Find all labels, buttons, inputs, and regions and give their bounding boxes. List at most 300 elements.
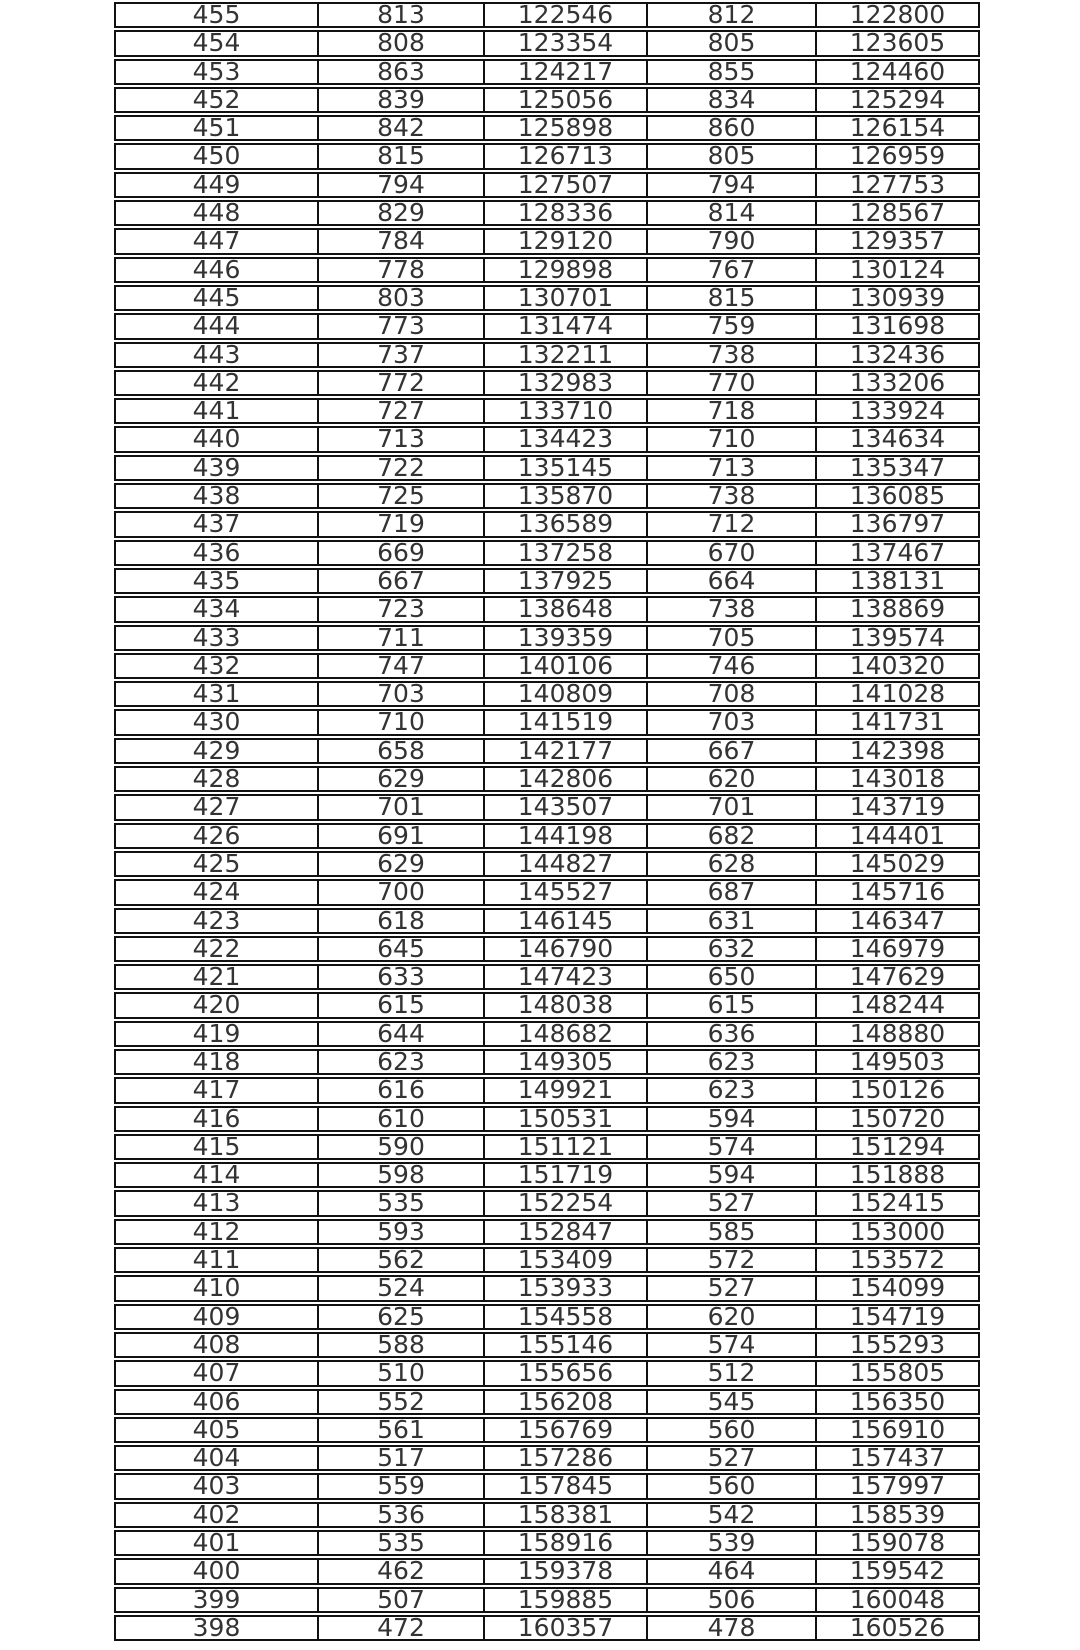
cumulative-b-cell: 126959: [817, 143, 980, 169]
count-a-cell: 629: [319, 851, 485, 877]
score-cell: 414: [114, 1162, 319, 1188]
cumulative-a-cell: 137925: [485, 568, 648, 594]
table-row: [114, 964, 980, 990]
cumulative-b-cell: 154099: [817, 1275, 980, 1301]
cumulative-a-cell: 160357: [485, 1615, 648, 1641]
cumulative-a-cell: 132211: [485, 342, 648, 368]
count-a-cell: 507: [319, 1587, 485, 1613]
table-row: [114, 1332, 980, 1358]
cumulative-b-cell: 160526: [817, 1615, 980, 1641]
cumulative-b-cell: 153572: [817, 1247, 980, 1273]
count-b-cell: 623: [648, 1077, 817, 1103]
count-b-cell: 713: [648, 455, 817, 481]
count-a-cell: 618: [319, 908, 485, 934]
cumulative-a-cell: 157845: [485, 1473, 648, 1499]
table-row: [114, 908, 980, 934]
cumulative-a-cell: 144198: [485, 823, 648, 849]
count-a-cell: 667: [319, 568, 485, 594]
cumulative-b-cell: 157437: [817, 1445, 980, 1471]
score-cell: 420: [114, 992, 319, 1018]
count-b-cell: 767: [648, 257, 817, 283]
table-row: [114, 228, 980, 254]
count-a-cell: 462: [319, 1558, 485, 1584]
count-b-cell: 574: [648, 1332, 817, 1358]
cumulative-b-cell: 136085: [817, 483, 980, 509]
cumulative-a-cell: 146145: [485, 908, 648, 934]
score-cell: 419: [114, 1021, 319, 1047]
count-a-cell: 561: [319, 1417, 485, 1443]
score-cell: 430: [114, 709, 319, 735]
cumulative-a-cell: 123354: [485, 30, 648, 56]
score-cell: 447: [114, 228, 319, 254]
count-a-cell: 723: [319, 596, 485, 622]
count-a-cell: 598: [319, 1162, 485, 1188]
count-b-cell: 834: [648, 87, 817, 113]
table-row: [114, 1219, 980, 1245]
table-row: [114, 30, 980, 56]
cumulative-b-cell: 123605: [817, 30, 980, 56]
count-b-cell: 620: [648, 1304, 817, 1330]
cumulative-a-cell: 156769: [485, 1417, 648, 1443]
table-row: [114, 59, 980, 85]
cumulative-b-cell: 140320: [817, 653, 980, 679]
table-row: [114, 483, 980, 509]
count-b-cell: 703: [648, 709, 817, 735]
count-b-cell: 738: [648, 596, 817, 622]
count-b-cell: 478: [648, 1615, 817, 1641]
count-a-cell: 691: [319, 823, 485, 849]
cumulative-b-cell: 135347: [817, 455, 980, 481]
count-b-cell: 708: [648, 681, 817, 707]
cumulative-b-cell: 158539: [817, 1502, 980, 1528]
count-a-cell: 535: [319, 1530, 485, 1556]
cumulative-a-cell: 135870: [485, 483, 648, 509]
cumulative-a-cell: 153409: [485, 1247, 648, 1273]
score-cell: 412: [114, 1219, 319, 1245]
table-row: [114, 1275, 980, 1301]
score-cell: 426: [114, 823, 319, 849]
score-cell: 440: [114, 426, 319, 452]
cumulative-a-cell: 122546: [485, 2, 648, 28]
table-row: [114, 653, 980, 679]
cumulative-a-cell: 157286: [485, 1445, 648, 1471]
count-a-cell: 625: [319, 1304, 485, 1330]
score-cell: 452: [114, 87, 319, 113]
cumulative-b-cell: 127753: [817, 172, 980, 198]
cumulative-b-cell: 143018: [817, 766, 980, 792]
count-b-cell: 572: [648, 1247, 817, 1273]
count-b-cell: 664: [648, 568, 817, 594]
score-cell: 449: [114, 172, 319, 198]
score-cell: 445: [114, 285, 319, 311]
cumulative-b-cell: 132436: [817, 342, 980, 368]
count-b-cell: 738: [648, 342, 817, 368]
score-cell: 448: [114, 200, 319, 226]
score-cell: 399: [114, 1587, 319, 1613]
count-b-cell: 574: [648, 1134, 817, 1160]
count-b-cell: 687: [648, 879, 817, 905]
count-a-cell: 629: [319, 766, 485, 792]
cumulative-b-cell: 154719: [817, 1304, 980, 1330]
count-b-cell: 632: [648, 936, 817, 962]
count-b-cell: 738: [648, 483, 817, 509]
cumulative-a-cell: 147423: [485, 964, 648, 990]
cumulative-a-cell: 130701: [485, 285, 648, 311]
count-a-cell: 610: [319, 1106, 485, 1132]
count-b-cell: 631: [648, 908, 817, 934]
cumulative-b-cell: 160048: [817, 1587, 980, 1613]
cumulative-a-cell: 129120: [485, 228, 648, 254]
cumulative-a-cell: 155146: [485, 1332, 648, 1358]
score-table-body: [114, 2, 980, 1641]
count-b-cell: 512: [648, 1360, 817, 1386]
cumulative-b-cell: 125294: [817, 87, 980, 113]
count-a-cell: 703: [319, 681, 485, 707]
score-cell: 409: [114, 1304, 319, 1330]
cumulative-a-cell: 153933: [485, 1275, 648, 1301]
count-b-cell: 506: [648, 1587, 817, 1613]
cumulative-a-cell: 154558: [485, 1304, 648, 1330]
table-row: [114, 313, 980, 339]
cumulative-a-cell: 146790: [485, 936, 648, 962]
cumulative-b-cell: 159078: [817, 1530, 980, 1556]
cumulative-b-cell: 148880: [817, 1021, 980, 1047]
score-cell: 429: [114, 738, 319, 764]
cumulative-a-cell: 137258: [485, 540, 648, 566]
score-cell: 438: [114, 483, 319, 509]
cumulative-a-cell: 158381: [485, 1502, 648, 1528]
count-b-cell: 650: [648, 964, 817, 990]
score-cell: 444: [114, 313, 319, 339]
cumulative-b-cell: 141028: [817, 681, 980, 707]
count-b-cell: 701: [648, 794, 817, 820]
score-cell: 454: [114, 30, 319, 56]
score-cell: 439: [114, 455, 319, 481]
cumulative-a-cell: 134423: [485, 426, 648, 452]
score-cell: 402: [114, 1502, 319, 1528]
table-row: [114, 596, 980, 622]
score-cell: 403: [114, 1473, 319, 1499]
table-row: [114, 511, 980, 537]
count-b-cell: 815: [648, 285, 817, 311]
cumulative-a-cell: 149305: [485, 1049, 648, 1075]
score-cell: 436: [114, 540, 319, 566]
count-a-cell: 713: [319, 426, 485, 452]
count-b-cell: 542: [648, 1502, 817, 1528]
cumulative-b-cell: 131698: [817, 313, 980, 339]
table-row: [114, 172, 980, 198]
count-a-cell: 510: [319, 1360, 485, 1386]
cumulative-a-cell: 151121: [485, 1134, 648, 1160]
count-a-cell: 623: [319, 1049, 485, 1075]
score-cell: 406: [114, 1389, 319, 1415]
table-row: [114, 1304, 980, 1330]
cumulative-b-cell: 146347: [817, 908, 980, 934]
score-cell: 424: [114, 879, 319, 905]
count-b-cell: 710: [648, 426, 817, 452]
count-a-cell: 737: [319, 342, 485, 368]
score-cell: 417: [114, 1077, 319, 1103]
cumulative-a-cell: 144827: [485, 851, 648, 877]
count-b-cell: 545: [648, 1389, 817, 1415]
table-row: [114, 1247, 980, 1273]
cumulative-a-cell: 142177: [485, 738, 648, 764]
score-cell: 446: [114, 257, 319, 283]
cumulative-b-cell: 149503: [817, 1049, 980, 1075]
count-b-cell: 814: [648, 200, 817, 226]
count-b-cell: 794: [648, 172, 817, 198]
score-cell: 455: [114, 2, 319, 28]
cumulative-b-cell: 138869: [817, 596, 980, 622]
table-row: [114, 1615, 980, 1641]
cumulative-b-cell: 130939: [817, 285, 980, 311]
count-a-cell: 669: [319, 540, 485, 566]
count-a-cell: 727: [319, 398, 485, 424]
table-row: [114, 1077, 980, 1103]
count-b-cell: 718: [648, 398, 817, 424]
cumulative-b-cell: 122800: [817, 2, 980, 28]
score-cell: 451: [114, 115, 319, 141]
count-a-cell: 615: [319, 992, 485, 1018]
table-row: [114, 1134, 980, 1160]
table-row: [114, 1502, 980, 1528]
score-cell: 407: [114, 1360, 319, 1386]
cumulative-b-cell: 148244: [817, 992, 980, 1018]
count-a-cell: 536: [319, 1502, 485, 1528]
table-row: [114, 568, 980, 594]
cumulative-a-cell: 151719: [485, 1162, 648, 1188]
score-cell: 428: [114, 766, 319, 792]
cumulative-b-cell: 129357: [817, 228, 980, 254]
cumulative-a-cell: 132983: [485, 370, 648, 396]
score-cell: 453: [114, 59, 319, 85]
cumulative-a-cell: 152254: [485, 1190, 648, 1216]
score-cell: 416: [114, 1106, 319, 1132]
score-cell: 435: [114, 568, 319, 594]
score-cell: 432: [114, 653, 319, 679]
table-row: [114, 1190, 980, 1216]
cumulative-a-cell: 124217: [485, 59, 648, 85]
cumulative-b-cell: 150126: [817, 1077, 980, 1103]
count-b-cell: 615: [648, 992, 817, 1018]
cumulative-b-cell: 128567: [817, 200, 980, 226]
table-row: [114, 1162, 980, 1188]
count-b-cell: 805: [648, 143, 817, 169]
table-row: [114, 1530, 980, 1556]
table-row: [114, 879, 980, 905]
cumulative-b-cell: 139574: [817, 625, 980, 651]
score-distribution-table: [114, 0, 980, 1643]
cumulative-a-cell: 145527: [485, 879, 648, 905]
count-a-cell: 794: [319, 172, 485, 198]
score-cell: 410: [114, 1275, 319, 1301]
cumulative-a-cell: 159885: [485, 1587, 648, 1613]
score-cell: 400: [114, 1558, 319, 1584]
count-b-cell: 628: [648, 851, 817, 877]
count-a-cell: 552: [319, 1389, 485, 1415]
score-cell: 437: [114, 511, 319, 537]
count-b-cell: 790: [648, 228, 817, 254]
count-b-cell: 712: [648, 511, 817, 537]
score-cell: 405: [114, 1417, 319, 1443]
score-cell: 421: [114, 964, 319, 990]
table-row: [114, 1021, 980, 1047]
score-cell: 422: [114, 936, 319, 962]
table-row: [114, 257, 980, 283]
cumulative-b-cell: 144401: [817, 823, 980, 849]
count-a-cell: 710: [319, 709, 485, 735]
cumulative-b-cell: 143719: [817, 794, 980, 820]
count-b-cell: 667: [648, 738, 817, 764]
cumulative-b-cell: 146979: [817, 936, 980, 962]
cumulative-a-cell: 158916: [485, 1530, 648, 1556]
score-cell: 404: [114, 1445, 319, 1471]
cumulative-a-cell: 140809: [485, 681, 648, 707]
count-b-cell: 464: [648, 1558, 817, 1584]
table-row: [114, 1473, 980, 1499]
count-a-cell: 813: [319, 2, 485, 28]
count-a-cell: 803: [319, 285, 485, 311]
cumulative-a-cell: 148038: [485, 992, 648, 1018]
count-b-cell: 585: [648, 1219, 817, 1245]
cumulative-b-cell: 133924: [817, 398, 980, 424]
score-cell: 408: [114, 1332, 319, 1358]
table-row: [114, 681, 980, 707]
table-row: [114, 1417, 980, 1443]
cumulative-b-cell: 138131: [817, 568, 980, 594]
table-row: [114, 1106, 980, 1132]
cumulative-a-cell: 149921: [485, 1077, 648, 1103]
table-row: [114, 342, 980, 368]
table-row: [114, 143, 980, 169]
count-a-cell: 517: [319, 1445, 485, 1471]
count-b-cell: 539: [648, 1530, 817, 1556]
score-cell: 441: [114, 398, 319, 424]
cumulative-a-cell: 143507: [485, 794, 648, 820]
cumulative-a-cell: 152847: [485, 1219, 648, 1245]
cumulative-a-cell: 156208: [485, 1389, 648, 1415]
count-b-cell: 527: [648, 1275, 817, 1301]
count-a-cell: 700: [319, 879, 485, 905]
cumulative-a-cell: 128336: [485, 200, 648, 226]
cumulative-b-cell: 142398: [817, 738, 980, 764]
score-cell: 401: [114, 1530, 319, 1556]
count-a-cell: 644: [319, 1021, 485, 1047]
cumulative-b-cell: 145029: [817, 851, 980, 877]
count-b-cell: 682: [648, 823, 817, 849]
cumulative-b-cell: 159542: [817, 1558, 980, 1584]
cumulative-a-cell: 139359: [485, 625, 648, 651]
cumulative-b-cell: 152415: [817, 1190, 980, 1216]
count-a-cell: 588: [319, 1332, 485, 1358]
count-a-cell: 472: [319, 1615, 485, 1641]
count-a-cell: 784: [319, 228, 485, 254]
cumulative-a-cell: 159378: [485, 1558, 648, 1584]
cumulative-b-cell: 153000: [817, 1219, 980, 1245]
table-row: [114, 1049, 980, 1075]
score-cell: 418: [114, 1049, 319, 1075]
table-row: [114, 426, 980, 452]
cumulative-b-cell: 126154: [817, 115, 980, 141]
score-cell: 442: [114, 370, 319, 396]
count-b-cell: 860: [648, 115, 817, 141]
cumulative-a-cell: 140106: [485, 653, 648, 679]
score-cell: 423: [114, 908, 319, 934]
score-cell: 398: [114, 1615, 319, 1641]
table-row: [114, 398, 980, 424]
count-b-cell: 746: [648, 653, 817, 679]
count-b-cell: 670: [648, 540, 817, 566]
table-row: [114, 1389, 980, 1415]
count-b-cell: 623: [648, 1049, 817, 1075]
cumulative-b-cell: 155293: [817, 1332, 980, 1358]
cumulative-a-cell: 133710: [485, 398, 648, 424]
table-row: [114, 2, 980, 28]
count-a-cell: 719: [319, 511, 485, 537]
cumulative-b-cell: 151294: [817, 1134, 980, 1160]
cumulative-a-cell: 129898: [485, 257, 648, 283]
score-cell: 413: [114, 1190, 319, 1216]
count-b-cell: 805: [648, 30, 817, 56]
table-row: [114, 1360, 980, 1386]
cumulative-b-cell: 141731: [817, 709, 980, 735]
table-row: [114, 285, 980, 311]
count-b-cell: 705: [648, 625, 817, 651]
table-row: [114, 936, 980, 962]
count-a-cell: 645: [319, 936, 485, 962]
count-a-cell: 815: [319, 143, 485, 169]
count-a-cell: 747: [319, 653, 485, 679]
count-a-cell: 778: [319, 257, 485, 283]
table-row: [114, 370, 980, 396]
score-cell: 431: [114, 681, 319, 707]
cumulative-a-cell: 136589: [485, 511, 648, 537]
table-row: [114, 1558, 980, 1584]
table-row: [114, 455, 980, 481]
cumulative-a-cell: 150531: [485, 1106, 648, 1132]
cumulative-b-cell: 156910: [817, 1417, 980, 1443]
score-cell: 443: [114, 342, 319, 368]
table-row: [114, 992, 980, 1018]
count-a-cell: 535: [319, 1190, 485, 1216]
table-row: [114, 625, 980, 651]
count-a-cell: 772: [319, 370, 485, 396]
cumulative-b-cell: 155805: [817, 1360, 980, 1386]
table-row: [114, 738, 980, 764]
count-b-cell: 594: [648, 1106, 817, 1132]
count-a-cell: 562: [319, 1247, 485, 1273]
score-cell: 425: [114, 851, 319, 877]
cumulative-a-cell: 135145: [485, 455, 648, 481]
table-row: [114, 823, 980, 849]
count-a-cell: 808: [319, 30, 485, 56]
count-a-cell: 722: [319, 455, 485, 481]
score-cell: 433: [114, 625, 319, 651]
cumulative-b-cell: 124460: [817, 59, 980, 85]
count-a-cell: 863: [319, 59, 485, 85]
table-row: [114, 1445, 980, 1471]
count-a-cell: 524: [319, 1275, 485, 1301]
score-cell: 415: [114, 1134, 319, 1160]
count-a-cell: 711: [319, 625, 485, 651]
cumulative-b-cell: 151888: [817, 1162, 980, 1188]
cumulative-a-cell: 138648: [485, 596, 648, 622]
count-b-cell: 636: [648, 1021, 817, 1047]
count-a-cell: 616: [319, 1077, 485, 1103]
cumulative-b-cell: 136797: [817, 511, 980, 537]
cumulative-b-cell: 147629: [817, 964, 980, 990]
cumulative-a-cell: 141519: [485, 709, 648, 735]
